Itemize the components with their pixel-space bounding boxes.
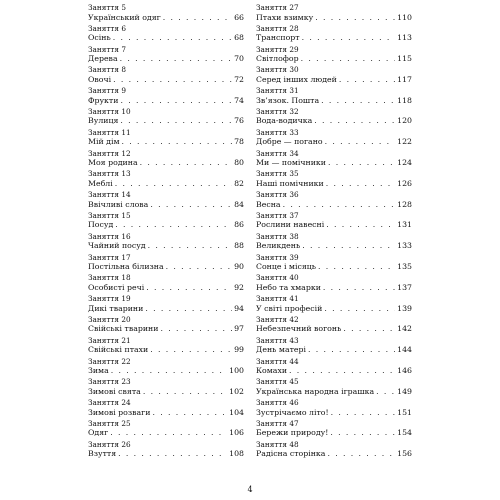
dot-leader: [143, 387, 227, 398]
toc-entry: [88, 3, 244, 24]
toc-entry: [256, 3, 412, 24]
toc-entry: [256, 107, 412, 128]
lesson-title: Великдень: [256, 241, 301, 251]
toc-entry-row: [88, 158, 244, 169]
toc-entry-row: [88, 262, 244, 273]
dot-leader: [146, 283, 232, 294]
toc-entry-row: [256, 54, 412, 65]
dot-leader: [301, 54, 396, 65]
toc-entry-row: [256, 428, 412, 439]
toc-entry-row: [256, 366, 412, 377]
page-ref: 144: [397, 345, 412, 355]
lesson-number: Заняття 23: [88, 377, 131, 387]
toc-entry: [256, 398, 412, 419]
lesson-title: Зустрічаємо літо!: [256, 407, 329, 417]
lesson-title: Постільна білизна: [88, 262, 164, 272]
lesson-number: Заняття 13: [88, 169, 131, 179]
lesson-number: Заняття 47: [256, 418, 299, 428]
page-ref: 137: [397, 282, 412, 292]
lesson-title: Зима: [88, 366, 109, 376]
dot-leader: [314, 116, 395, 127]
dot-leader: [110, 428, 227, 439]
toc-entry-row: [88, 428, 244, 439]
toc-entry: [88, 253, 244, 274]
toc-entry-row: [88, 304, 244, 315]
page-ref: 124: [397, 158, 412, 168]
lesson-title: Вода-водичка: [256, 116, 313, 126]
lesson-number: Заняття 41: [256, 294, 299, 304]
page-ref: 99: [234, 345, 244, 355]
toc-entry-row: [256, 262, 412, 273]
lesson-number: Заняття 15: [88, 210, 131, 220]
lesson-number: Заняття 11: [88, 127, 131, 137]
dot-leader: [120, 96, 232, 107]
page-ref: 126: [397, 178, 412, 188]
toc-entry: [88, 45, 244, 66]
dot-leader: [327, 449, 395, 460]
dot-leader: [148, 241, 232, 252]
lesson-title: Свійські тварини: [88, 324, 159, 334]
dot-leader: [118, 449, 227, 460]
lesson-number: Заняття 48: [256, 439, 299, 449]
dot-leader: [166, 262, 232, 273]
page-ref: 72: [234, 74, 244, 84]
lesson-number: Заняття 45: [256, 377, 299, 387]
toc-entry: [88, 232, 244, 253]
lesson-number: Заняття 17: [88, 252, 131, 262]
dot-leader: [376, 387, 395, 398]
lesson-title: Ми — помічники: [256, 158, 327, 168]
toc-entry-row: [256, 241, 412, 252]
lesson-number: Заняття 14: [88, 190, 131, 200]
lesson-number: Заняття 27: [256, 3, 299, 12]
lesson-title: Зв’язок. Пошта: [256, 95, 320, 105]
lesson-title: Наші помічники: [256, 178, 324, 188]
toc-entry-row: [88, 387, 244, 398]
dot-leader: [315, 13, 395, 24]
toc-entry-row: [88, 116, 244, 127]
toc-entry: [256, 45, 412, 66]
toc-entry-row: [256, 304, 412, 315]
toc-entry: [88, 211, 244, 232]
dot-leader: [318, 262, 395, 273]
lesson-number: Заняття 7: [88, 44, 127, 54]
lesson-title: Дерева: [88, 54, 118, 64]
toc-entry: [256, 211, 412, 232]
dot-leader: [111, 366, 227, 377]
toc-entry-row: [256, 220, 412, 231]
lesson-number: Заняття 22: [88, 356, 131, 366]
lesson-number: Заняття 9: [88, 86, 127, 96]
toc-entry-row: [88, 137, 244, 148]
lesson-title: Взуття: [88, 449, 117, 459]
lesson-title: Одяг: [88, 428, 109, 438]
toc-entry-row: [88, 179, 244, 190]
lesson-title: Радісна сторінка: [256, 449, 326, 459]
dot-leader: [150, 200, 232, 211]
lesson-title: Серед інших людей: [256, 74, 337, 84]
page-ref: 151: [397, 407, 412, 417]
page-ref: 82: [234, 178, 244, 188]
dot-leader: [120, 116, 232, 127]
toc-entry: [256, 273, 412, 294]
lesson-number: Заняття 26: [88, 439, 131, 449]
page-ref: 133: [397, 241, 412, 251]
toc-entry: [88, 149, 244, 170]
toc-entry: [88, 24, 244, 45]
lesson-number: Заняття 6: [88, 23, 127, 33]
toc-entry: [256, 357, 412, 378]
toc-entry: [88, 107, 244, 128]
lesson-number: Заняття 40: [256, 273, 299, 283]
page-ref: 108: [229, 449, 244, 459]
dot-leader: [325, 137, 396, 148]
lesson-title: Чайний посуд: [88, 241, 146, 251]
lesson-number: Заняття 19: [88, 294, 131, 304]
toc-entry: [88, 440, 244, 461]
toc-entry: [88, 190, 244, 211]
lesson-title: Зимові свята: [88, 386, 141, 396]
lesson-title: Небо та хмарки: [256, 282, 321, 292]
lesson-title: Небезпечний вогонь: [256, 324, 342, 334]
toc-entry-row: [256, 137, 412, 148]
lesson-number: Заняття 32: [256, 106, 299, 116]
lesson-number: Заняття 39: [256, 252, 299, 262]
toc-entry-row: [88, 241, 244, 252]
lesson-title: Рослини навесні: [256, 220, 325, 230]
dot-leader: [283, 200, 396, 211]
page-ref: 131: [397, 220, 412, 230]
dot-leader: [160, 324, 232, 335]
toc-entry: [256, 24, 412, 45]
toc-entry: [88, 357, 244, 378]
toc-entry-row: [256, 387, 412, 398]
dot-leader: [302, 241, 395, 252]
dot-leader: [113, 75, 232, 86]
toc-entry: [88, 294, 244, 315]
lesson-title: Птахи взимку: [256, 12, 314, 22]
toc-entry-row: [88, 75, 244, 86]
dot-leader: [122, 137, 233, 148]
toc-entry: [256, 190, 412, 211]
lesson-number: Заняття 28: [256, 23, 299, 33]
lesson-number: Заняття 5: [88, 3, 127, 12]
page-ref: 94: [234, 303, 244, 313]
lesson-title: Особисті речі: [88, 282, 145, 292]
toc-entry-row: [88, 96, 244, 107]
toc-entry-row: [256, 449, 412, 460]
page-ref: 113: [397, 33, 412, 43]
toc-entry: [256, 232, 412, 253]
toc-entry-row: [256, 33, 412, 44]
dot-leader: [321, 96, 395, 107]
lesson-number: Заняття 33: [256, 127, 299, 137]
dot-leader: [145, 304, 232, 315]
page-ref: 139: [397, 303, 412, 313]
lesson-title: Добре — погано: [256, 137, 323, 147]
toc-entry-row: [88, 220, 244, 231]
page-ref: 86: [234, 220, 244, 230]
dot-leader: [302, 33, 396, 44]
lesson-title: Світлофор: [256, 54, 299, 64]
lesson-number: Заняття 38: [256, 231, 299, 241]
lesson-title: Свійські птахи: [88, 345, 149, 355]
toc-entry: [256, 377, 412, 398]
toc-entry: [88, 398, 244, 419]
lesson-title: Овочі: [88, 74, 112, 84]
page-ref: 135: [397, 262, 412, 272]
dot-leader: [115, 179, 232, 190]
page-ref: 100: [229, 366, 244, 376]
toc-entry-row: [256, 408, 412, 419]
page-ref: 84: [234, 199, 244, 209]
toc-entry-row: [256, 283, 412, 294]
page-ref: 70: [234, 54, 244, 64]
toc-entry-row: [256, 345, 412, 356]
page-ref: 80: [234, 158, 244, 168]
page-ref: 118: [397, 95, 412, 105]
toc-entry: [88, 315, 244, 336]
toc-entry-row: [88, 200, 244, 211]
toc-entry: [256, 294, 412, 315]
toc-entry-row: [256, 179, 412, 190]
toc-entry-row: [256, 116, 412, 127]
page-ref: 78: [234, 137, 244, 147]
toc-entry-row: [88, 366, 244, 377]
page-ref: 122: [397, 137, 412, 147]
dot-leader: [339, 75, 395, 86]
lesson-title: У світі професій: [256, 303, 323, 313]
lesson-title: Фрукти: [88, 95, 119, 105]
page-ref: 97: [234, 324, 244, 334]
page-ref: 110: [397, 12, 412, 22]
toc-entry-row: [256, 158, 412, 169]
toc-entry-row: [88, 54, 244, 65]
page-ref: 74: [234, 95, 244, 105]
lesson-title: Посуд: [88, 220, 114, 230]
lesson-number: Заняття 34: [256, 148, 299, 158]
dot-leader: [308, 345, 395, 356]
toc-entry: [256, 86, 412, 107]
lesson-number: Заняття 35: [256, 169, 299, 179]
toc-entry-row: [256, 13, 412, 24]
toc-entry-row: [88, 324, 244, 335]
toc-entry: [256, 440, 412, 461]
dot-leader: [140, 158, 232, 169]
toc-entry: [256, 128, 412, 149]
lesson-number: Заняття 16: [88, 231, 131, 241]
lesson-number: Заняття 44: [256, 356, 299, 366]
lesson-number: Заняття 42: [256, 314, 299, 324]
toc-entry-row: [88, 33, 244, 44]
page-ref: 104: [229, 407, 244, 417]
lesson-number: Заняття 10: [88, 106, 131, 116]
lesson-number: Заняття 8: [88, 65, 127, 75]
toc-entry: [88, 65, 244, 86]
toc-entry: [88, 86, 244, 107]
lesson-number: Заняття 29: [256, 44, 299, 54]
toc-entry-row: [88, 408, 244, 419]
page-number: 4: [247, 485, 253, 494]
page-ref: 142: [397, 324, 412, 334]
page-ref: 154: [397, 428, 412, 438]
lesson-title: Дикі тварини: [88, 303, 144, 313]
page-ref: 149: [397, 386, 412, 396]
lesson-number: Заняття 25: [88, 418, 131, 428]
dot-leader: [331, 408, 396, 419]
lesson-number: Заняття 24: [88, 398, 131, 408]
toc-entry-row: [88, 13, 244, 24]
dot-leader: [330, 428, 395, 439]
toc-entry: [256, 419, 412, 440]
dot-leader: [323, 283, 395, 294]
toc-entry-row: [88, 345, 244, 356]
page-ref: 117: [397, 74, 412, 84]
lesson-number: Заняття 36: [256, 190, 299, 200]
toc-entry-row: [256, 324, 412, 335]
lesson-title: Моя родина: [88, 158, 138, 168]
page-ref: 115: [397, 54, 412, 64]
page-ref: 128: [397, 199, 412, 209]
toc-entry: [256, 336, 412, 357]
dot-leader: [163, 13, 232, 24]
toc-column-right: [256, 3, 412, 461]
toc-entry-row: [256, 96, 412, 107]
toc-entry: [256, 65, 412, 86]
lesson-number: Заняття 31: [256, 86, 299, 96]
lesson-number: Заняття 30: [256, 65, 299, 75]
lesson-title: Вулиця: [88, 116, 119, 126]
lesson-title: День матері: [256, 345, 306, 355]
page-ref: 120: [397, 116, 412, 126]
lesson-title: Українська народна іграшка: [256, 386, 375, 396]
toc-entry: [88, 273, 244, 294]
page-ref: 76: [234, 116, 244, 126]
page-ref: 146: [397, 366, 412, 376]
page-ref: 106: [229, 428, 244, 438]
lesson-number: Заняття 21: [88, 335, 131, 345]
toc-entry: [88, 336, 244, 357]
page-ref: 90: [234, 262, 244, 272]
page-ref: 88: [234, 241, 244, 251]
dot-leader: [328, 158, 395, 169]
toc-entry: [88, 419, 244, 440]
toc-entry: [256, 149, 412, 170]
page-ref: 102: [229, 386, 244, 396]
page-ref: 68: [234, 33, 244, 43]
lesson-number: Заняття 46: [256, 398, 299, 408]
lesson-number: Заняття 37: [256, 210, 299, 220]
toc-entry: [88, 377, 244, 398]
dot-leader: [289, 366, 395, 377]
lesson-title: Український одяг: [88, 12, 161, 22]
lesson-number: Заняття 20: [88, 314, 131, 324]
lesson-title: Мій дім: [88, 137, 120, 147]
lesson-number: Заняття 43: [256, 335, 299, 345]
lesson-title: Ввічливі слова: [88, 199, 149, 209]
dot-leader: [326, 220, 395, 231]
dot-leader: [324, 304, 395, 315]
page-ref: 92: [234, 282, 244, 292]
dot-leader: [113, 33, 232, 44]
dot-leader: [150, 345, 232, 356]
lesson-number: Заняття 12: [88, 148, 131, 158]
lesson-title: Бережи природу!: [256, 428, 329, 438]
toc-entry: [256, 315, 412, 336]
lesson-title: Транспорт: [256, 33, 300, 43]
toc-entry: [256, 253, 412, 274]
lesson-title: Комахи: [256, 366, 288, 376]
toc-entry: [256, 169, 412, 190]
dot-leader: [120, 54, 232, 65]
page-ref: 156: [397, 449, 412, 459]
lesson-title: Сонце і місяць: [256, 262, 317, 272]
toc-entry-row: [256, 200, 412, 211]
toc-entry: [88, 128, 244, 149]
lesson-title: Меблі: [88, 178, 113, 188]
lesson-title: Зимові розваги: [88, 407, 151, 417]
dot-leader: [152, 408, 227, 419]
dot-leader: [343, 324, 395, 335]
dot-leader: [115, 220, 232, 231]
lesson-title: Осінь: [88, 33, 111, 43]
lesson-number: Заняття 18: [88, 273, 131, 283]
toc-entry: [88, 169, 244, 190]
toc-entry-row: [256, 75, 412, 86]
toc-entry-row: [88, 449, 244, 460]
dot-leader: [326, 179, 395, 190]
page-ref: 66: [234, 12, 244, 22]
toc-entry-row: [88, 283, 244, 294]
lesson-title: Весна: [256, 199, 281, 209]
toc-column-left: [88, 3, 244, 461]
